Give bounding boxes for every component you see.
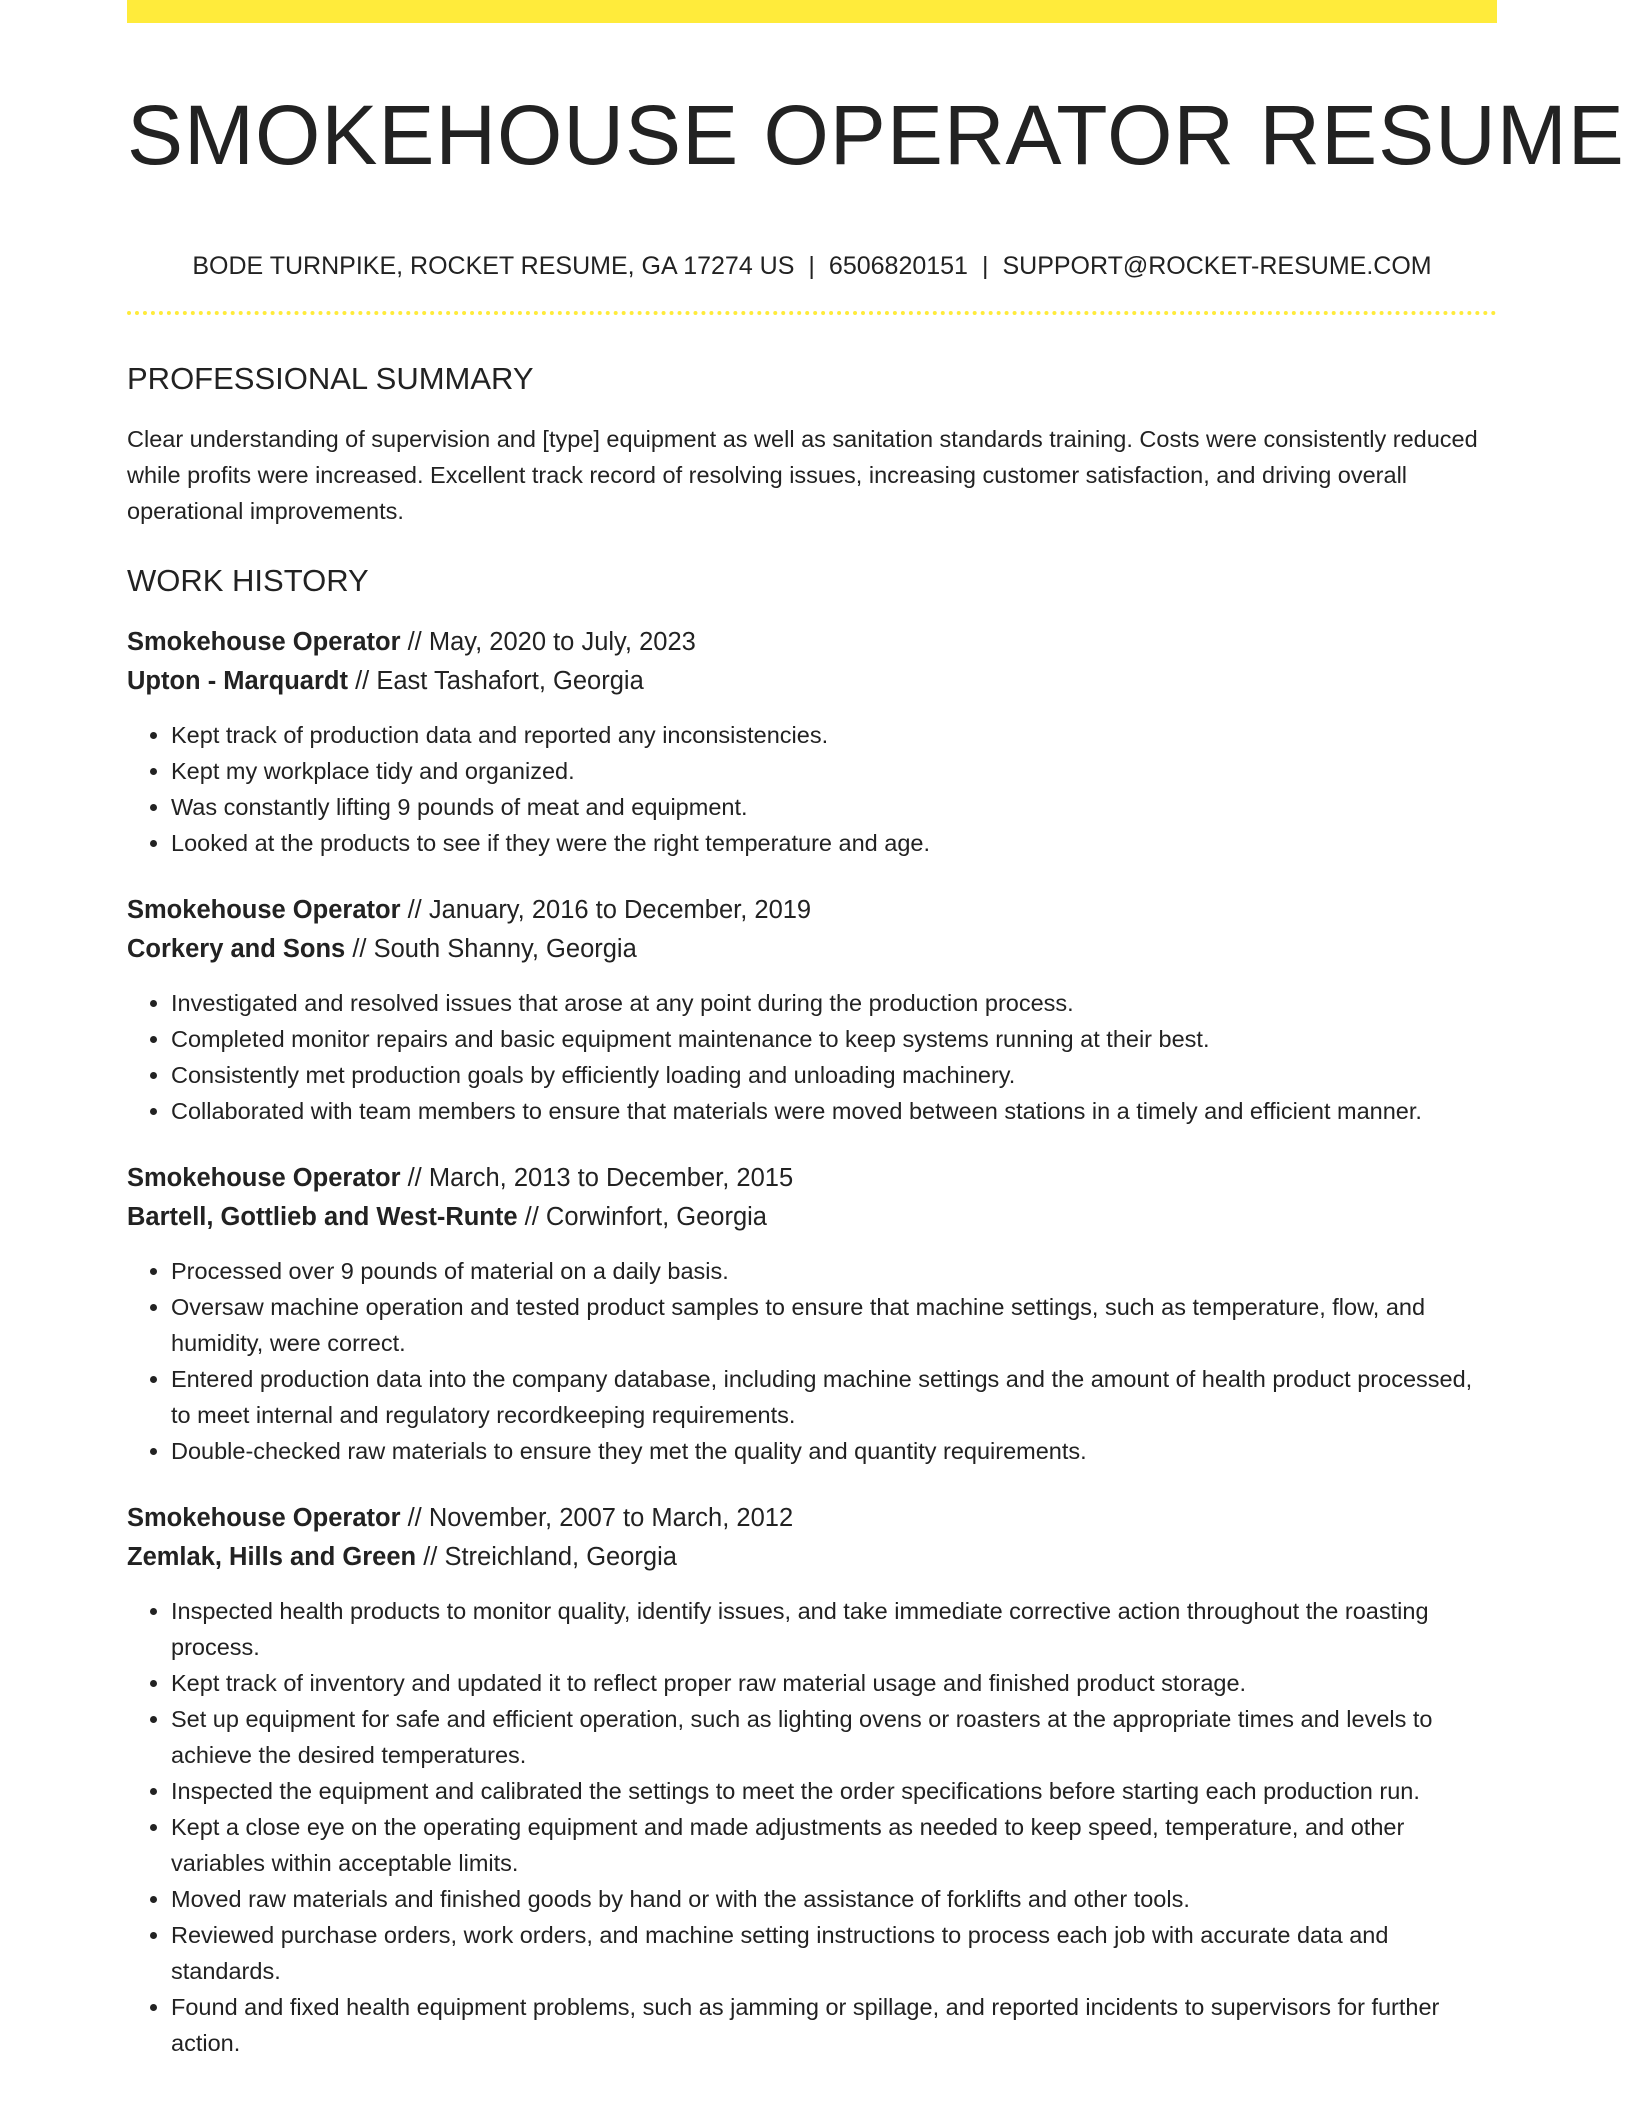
job-title-line xyxy=(127,1159,1497,1198)
duty-item: • Inspected the equipment and calibrated the settings to meet the order specifications before starting each production run. xyxy=(171,1773,1497,1809)
job-location: // East Tashafort, Georgia xyxy=(347,667,644,695)
duty-item: • Found and fixed health equipment problems, such as jamming or spillage, and reported incidents to supervisors for further action. xyxy=(171,1989,1497,2061)
duty-item: • Processed over 9 pounds of material on a daily basis. xyxy=(171,1253,1497,1289)
job-company: Upton - Marquardt xyxy=(127,667,348,695)
duty-list xyxy=(127,985,1497,1129)
job-company: Bartell, Gottlieb and West-Runte xyxy=(127,1203,518,1231)
job-company: Corkery and Sons xyxy=(127,935,346,963)
job-title-line xyxy=(127,623,1497,662)
duty-item: • Investigated and resolved issues that arose at any point during the production process. xyxy=(171,985,1497,1021)
contact-separator: | xyxy=(808,252,815,280)
dotted-divider xyxy=(127,311,1497,315)
job-entry xyxy=(127,1499,1497,2061)
duty-item: • Inspected health products to monitor quality, identify issues, and take immediate corrective action throughout the roasting process. xyxy=(171,1593,1497,1665)
job-entry xyxy=(127,891,1497,1129)
job-company-line xyxy=(127,1198,1497,1237)
duty-item: • Completed monitor repairs and basic equipment maintenance to keep systems running at their best. xyxy=(171,1021,1497,1057)
duty-item: • Kept my workplace tidy and organized. xyxy=(171,753,1497,789)
job-dates: // May, 2020 to July, 2023 xyxy=(400,628,696,656)
job-location: // Corwinfort, Georgia xyxy=(517,1203,767,1231)
job-company-line xyxy=(127,930,1497,969)
duty-item: • Oversaw machine operation and tested product samples to ensure that machine settings, such as temperature, flow, and humidity, were correct. xyxy=(171,1289,1497,1361)
duty-item: • Kept a close eye on the operating equipment and made adjustments as needed to keep speed, temperature, and other variables within acceptable limits. xyxy=(171,1809,1497,1881)
job-title-line xyxy=(127,891,1497,930)
job-company-line xyxy=(127,662,1497,701)
job-title: Smokehouse Operator xyxy=(127,1504,401,1532)
contact-separator: | xyxy=(981,252,989,280)
duty-list xyxy=(127,1593,1497,2061)
job-entry xyxy=(127,623,1497,861)
job-title: Smokehouse Operator xyxy=(127,628,401,656)
duty-list xyxy=(127,717,1497,861)
accent-bar xyxy=(127,0,1497,23)
job-company: Zemlak, Hills and Green xyxy=(127,1543,417,1571)
section-heading-summary: PROFESSIONAL SUMMARY xyxy=(127,361,534,396)
job-dates: // November, 2007 to March, 2012 xyxy=(400,1504,794,1532)
duty-list xyxy=(127,1253,1497,1469)
duty-item: • Looked at the products to see if they were the right temperature and age. xyxy=(171,825,1497,861)
duty-item: • Double-checked raw materials to ensure they met the quality and quantity requirements. xyxy=(171,1433,1497,1469)
contact-line xyxy=(127,251,1497,281)
summary-paragraph: Clear understanding of supervision and [type] equipment as well as sanitation standards training. Costs were consistently reduced while profits were increased. Excellent track record of resolving issues, increasing customer satisfaction, and driving overall operational improvements. xyxy=(127,426,1478,524)
job-title: Smokehouse Operator xyxy=(127,1164,401,1192)
job-title-line xyxy=(127,1499,1497,1538)
duty-item: • Reviewed purchase orders, work orders, and machine setting instructions to process each job with accurate data and standards. xyxy=(171,1917,1497,1989)
job-company-line xyxy=(127,1538,1497,1577)
duty-item: • Moved raw materials and finished goods by hand or with the assistance of forklifts and other tools. xyxy=(171,1881,1497,1917)
job-location: // Streichland, Georgia xyxy=(416,1543,677,1571)
duty-item: • Kept track of inventory and updated it to reflect proper raw material usage and finished product storage. xyxy=(171,1665,1497,1701)
duty-item: • Set up equipment for safe and efficient operation, such as lighting ovens or roasters at the appropriate times and levels to achieve the desired temperatures. xyxy=(171,1701,1497,1773)
contact-email: SUPPORT@ROCKET-RESUME.COM xyxy=(1002,252,1432,280)
duty-item: • Collaborated with team members to ensure that materials were moved between stations in a timely and efficient manner. xyxy=(171,1093,1497,1129)
resume-title: SMOKEHOUSE OPERATOR RESUME xyxy=(127,88,1625,182)
duty-item: • Kept track of production data and reported any inconsistencies. xyxy=(171,717,1497,753)
section-heading-work-history: WORK HISTORY xyxy=(127,563,369,598)
resume-page xyxy=(127,0,1625,2061)
contact-address: BODE TURNPIKE, ROCKET RESUME, GA 17274 US xyxy=(192,252,795,280)
job-dates: // January, 2016 to December, 2019 xyxy=(400,896,812,924)
duty-item: • Consistently met production goals by efficiently loading and unloading machinery. xyxy=(171,1057,1497,1093)
contact-phone: 6506820151 xyxy=(828,252,968,280)
job-title: Smokehouse Operator xyxy=(127,896,401,924)
duty-item: • Was constantly lifting 9 pounds of meat and equipment. xyxy=(171,789,1497,825)
job-location: // South Shanny, Georgia xyxy=(345,935,637,963)
job-entry xyxy=(127,1159,1497,1469)
job-dates: // March, 2013 to December, 2015 xyxy=(400,1164,794,1192)
duty-item: • Entered production data into the company database, including machine settings and the amount of health product processed, to meet internal and regulatory recordkeeping requirements. xyxy=(171,1361,1497,1433)
